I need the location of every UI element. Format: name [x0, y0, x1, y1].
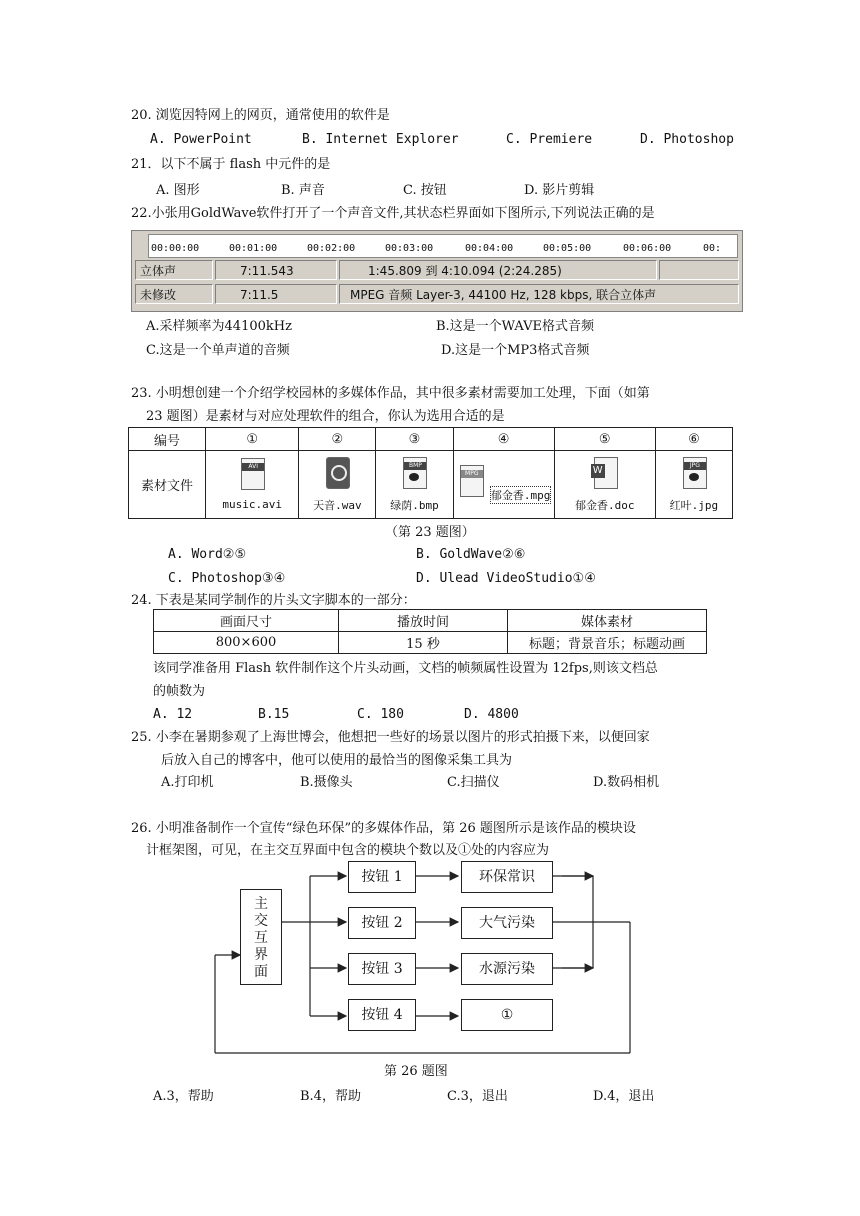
button-2-box: 按钮 2: [348, 907, 416, 939]
table-number: ①: [206, 428, 299, 451]
q20-option-c: C. Premiere: [506, 132, 593, 147]
table-number: ⑥: [655, 428, 732, 451]
ruler-tick: 00:02:00: [307, 243, 356, 254]
q21-option-c: C. 按钮: [403, 183, 447, 198]
button-4-box: 按钮 4: [348, 999, 416, 1031]
bmp-eye-file-icon: BMP: [399, 457, 429, 491]
file-name: 红叶.jpg: [669, 498, 719, 512]
ruler-tick: 00:05:00: [543, 243, 592, 254]
target-unknown-box: ①: [461, 999, 553, 1031]
q22-stem: 22.小张用GoldWave软件打开了一个声音文件,其状态栏界面如下图所示,下列说法正确的是: [131, 206, 655, 221]
table-row-label: 素材文件: [129, 451, 206, 519]
q24-stem: 24. 下表是某同学制作的片头文字脚本的一部分：: [131, 593, 416, 608]
q25-option-b: B.摄像头: [300, 775, 353, 790]
q24-option-d: D. 4800: [464, 707, 519, 722]
channel-cell: 立体声: [135, 260, 213, 280]
q25-stem-line1: 25. 小李在暑期参观了上海世博会，他想把一些好的场景以图片的形式拍摄下来，以便回家: [131, 730, 650, 745]
q26-stem-line2: 计框架图，可见，在主交互界面中包含的模块个数以及①处的内容应为: [146, 843, 550, 858]
button-1-box: 按钮 1: [348, 861, 416, 893]
q24-option-b: B.15: [258, 707, 290, 722]
q20-option-a: A. PowerPoint: [150, 132, 252, 147]
q21-option-b: B. 声音: [281, 183, 325, 198]
main-interface-box: 主 交 互 界 面: [240, 889, 282, 985]
file-name: 天音.wav: [313, 498, 362, 512]
q26-caption: 第 26 题图: [384, 1064, 448, 1079]
q26-option-c: C.3，退出: [447, 1089, 508, 1104]
q23-option-d: D. Ulead VideoStudio①④: [416, 571, 596, 586]
table-cell: 15 秒: [339, 632, 508, 654]
table-number: ②: [299, 428, 376, 451]
target-air-pollution-box: 大气污染: [461, 907, 553, 939]
table-number: ④: [453, 428, 554, 451]
q21-option-a: A. 图形: [156, 183, 200, 198]
table-header-label: 编号: [129, 428, 206, 451]
table-header: 播放时间: [339, 610, 508, 632]
q22-option-b: B.这是一个WAVE格式音频: [436, 319, 595, 334]
state-cell: 未修改: [135, 284, 213, 304]
file-name: 绿荫.bmp: [390, 498, 439, 512]
table-header: 画面尺寸: [154, 610, 339, 632]
file-name: music.avi: [222, 498, 282, 511]
q22-option-c: C.这是一个单声道的音频: [146, 343, 290, 358]
q22-option-d: D.这是一个MP3格式音频: [441, 343, 590, 358]
q22-option-a: A.采样频率为44100kHz: [146, 319, 292, 334]
table-number: ③: [376, 428, 453, 451]
q23-caption: （第 23 题图）: [385, 525, 475, 540]
q20-option-b: B. Internet Explorer: [302, 132, 459, 147]
ruler-tick: 00:06:00: [623, 243, 672, 254]
q23-option-c: C. Photoshop③④: [168, 571, 286, 586]
ruler-tick: 00:00:00: [151, 243, 200, 254]
q24-text-line1: 该同学准备用 Flash 软件制作这个片头动画，文档的帧频属性设置为 12fps,则该文档总: [153, 661, 658, 676]
table-cell: 标题；背景音乐；标题动画: [508, 632, 707, 654]
q20-option-d: D. Photoshop: [640, 132, 734, 147]
q23-stem-line1: 23. 小明想创建一个介绍学校园林的多媒体作品，其中很多素材需要加工处理，下面（如第: [131, 386, 650, 401]
q26-option-a: A.3，帮助: [153, 1089, 214, 1104]
target-env-knowledge-box: 环保常识: [461, 861, 553, 893]
q24-option-c: C. 180: [357, 707, 404, 722]
ruler-tick: 00:: [703, 243, 722, 254]
q25-stem-line2: 后放入自己的博客中，他可以使用的最恰当的图像采集工具为: [161, 753, 513, 768]
q26-option-b: B.4，帮助: [300, 1089, 361, 1104]
q24-text-line2: 的帧数为: [153, 684, 206, 699]
format-cell: MPEG 音频 Layer-3, 44100 Hz, 128 kbps, 联合立体声: [339, 284, 739, 304]
mpg-file-icon: MPG: [456, 465, 486, 499]
q23-option-b: B. GoldWave②⑥: [416, 547, 526, 562]
q26-option-d: D.4，退出: [593, 1089, 655, 1104]
table-header: 媒体素材: [508, 610, 707, 632]
length-cell: 7:11.5: [215, 284, 337, 304]
table-cell: 800×600: [154, 632, 339, 654]
file-name: 郁金香.doc: [575, 498, 635, 512]
q20-stem: 20. 浏览因特网上的网页，通常使用的软件是: [131, 108, 390, 123]
button-3-box: 按钮 3: [348, 953, 416, 985]
table-number: ⑤: [554, 428, 655, 451]
length-cell: 7:11.543: [215, 260, 337, 280]
selection-cell: 1:45.809 到 4:10.094 (2:24.285): [339, 260, 657, 280]
q23-stem-line2: 23 题图）是素材与对应处理软件的组合，你认为选用合适的是: [146, 409, 505, 424]
file-name: 郁金香.mpg: [490, 486, 552, 504]
q21-option-d: D. 影片剪辑: [524, 183, 595, 198]
q25-option-d: D.数码相机: [593, 775, 660, 790]
avi-file-icon: AVI: [237, 458, 267, 492]
ruler-tick: 00:03:00: [385, 243, 434, 254]
q21-stem: 21．以下不属于 flash 中元件的是: [131, 157, 331, 172]
word-doc-file-icon: W: [590, 457, 620, 491]
jpg-eye-file-icon: JPG: [679, 457, 709, 491]
q26-stem-line1: 26. 小明准备制作一个宣传“绿色环保”的多媒体作品，第 26 题图所示是该作品的模块设: [131, 821, 636, 836]
q23-option-a: A. Word②⑤: [168, 547, 247, 562]
q25-option-a: A.打印机: [161, 775, 214, 790]
q24-option-a: A. 12: [153, 707, 193, 722]
ruler-tick: 00:04:00: [465, 243, 514, 254]
target-water-pollution-box: 水源污染: [461, 953, 553, 985]
ruler-tick: 00:01:00: [229, 243, 278, 254]
q25-option-c: C.扫描仪: [447, 775, 500, 790]
